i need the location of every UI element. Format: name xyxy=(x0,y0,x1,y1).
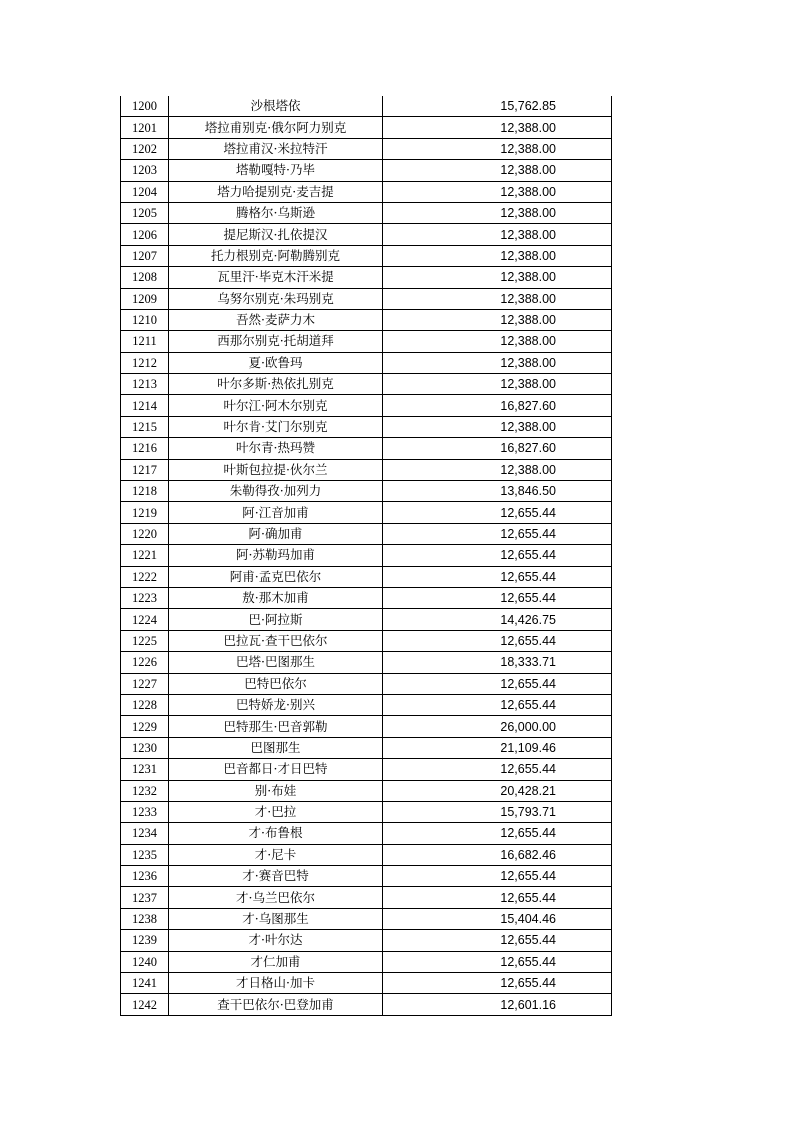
row-name-cell: 叶尔肯·艾门尔别克 xyxy=(169,416,383,437)
row-amount-cell: 12,655.44 xyxy=(383,759,612,780)
row-id-cell: 1227 xyxy=(121,673,169,694)
row-name-cell: 巴特巴依尔 xyxy=(169,673,383,694)
row-name-cell: 才·乌兰巴依尔 xyxy=(169,887,383,908)
row-name-cell: 夏·欧鲁玛 xyxy=(169,352,383,373)
row-name-cell: 乌努尔别克·朱玛别克 xyxy=(169,288,383,309)
row-id-cell: 1204 xyxy=(121,181,169,202)
table-row xyxy=(121,352,612,373)
table-row xyxy=(121,224,612,245)
table-row xyxy=(121,202,612,223)
row-amount-cell: 20,428.21 xyxy=(383,780,612,801)
row-amount-cell: 12,388.00 xyxy=(383,374,612,395)
row-id-cell: 1205 xyxy=(121,202,169,223)
row-name-cell: 吾然·麦萨力木 xyxy=(169,309,383,330)
row-amount-cell: 12,655.44 xyxy=(383,587,612,608)
table-row xyxy=(121,523,612,544)
table-row xyxy=(121,288,612,309)
table-row xyxy=(121,930,612,951)
row-name-cell: 塔力哈提别克·麦吉提 xyxy=(169,181,383,202)
table-row xyxy=(121,438,612,459)
row-amount-cell: 12,655.44 xyxy=(383,523,612,544)
table-row xyxy=(121,395,612,416)
row-id-cell: 1209 xyxy=(121,288,169,309)
row-id-cell: 1226 xyxy=(121,652,169,673)
row-id-cell: 1231 xyxy=(121,759,169,780)
row-name-cell: 塔勒嘎特·乃毕 xyxy=(169,160,383,181)
table-row xyxy=(121,908,612,929)
row-amount-cell: 12,655.44 xyxy=(383,566,612,587)
table-row xyxy=(121,801,612,822)
row-id-cell: 1203 xyxy=(121,160,169,181)
row-amount-cell: 12,388.00 xyxy=(383,202,612,223)
row-name-cell: 阿·确加甫 xyxy=(169,523,383,544)
table-row xyxy=(121,459,612,480)
row-name-cell: 阿·苏勒玛加甫 xyxy=(169,545,383,566)
row-name-cell: 才仁加甫 xyxy=(169,951,383,972)
table-row xyxy=(121,973,612,994)
table-row xyxy=(121,481,612,502)
row-name-cell: 叶尔江·阿木尔别克 xyxy=(169,395,383,416)
table-row xyxy=(121,117,612,138)
row-id-cell: 1200 xyxy=(121,96,169,117)
row-amount-cell: 12,388.00 xyxy=(383,416,612,437)
table-row xyxy=(121,951,612,972)
row-id-cell: 1219 xyxy=(121,502,169,523)
row-name-cell: 叶尔多斯·热依扎别克 xyxy=(169,374,383,395)
row-id-cell: 1229 xyxy=(121,716,169,737)
row-name-cell: 朱勒得孜·加列力 xyxy=(169,481,383,502)
row-id-cell: 1201 xyxy=(121,117,169,138)
table-row xyxy=(121,416,612,437)
table-row xyxy=(121,844,612,865)
row-amount-cell: 12,655.44 xyxy=(383,630,612,651)
row-id-cell: 1217 xyxy=(121,459,169,480)
row-name-cell: 巴特娇龙·别兴 xyxy=(169,694,383,715)
row-id-cell: 1212 xyxy=(121,352,169,373)
table-row xyxy=(121,160,612,181)
row-id-cell: 1233 xyxy=(121,801,169,822)
row-amount-cell: 12,655.44 xyxy=(383,951,612,972)
row-name-cell: 腾格尔·乌斯逊 xyxy=(169,202,383,223)
row-amount-cell: 12,388.00 xyxy=(383,181,612,202)
row-id-cell: 1215 xyxy=(121,416,169,437)
row-name-cell: 才·赛音巴特 xyxy=(169,866,383,887)
table-body xyxy=(121,96,612,1015)
row-amount-cell: 12,655.44 xyxy=(383,887,612,908)
table-row xyxy=(121,673,612,694)
row-id-cell: 1214 xyxy=(121,395,169,416)
table-row xyxy=(121,96,612,117)
row-name-cell: 沙根塔依 xyxy=(169,96,383,117)
row-id-cell: 1234 xyxy=(121,823,169,844)
table-row xyxy=(121,245,612,266)
table-row xyxy=(121,309,612,330)
row-id-cell: 1235 xyxy=(121,844,169,865)
table-row xyxy=(121,331,612,352)
table-row xyxy=(121,587,612,608)
row-name-cell: 才日格山·加卡 xyxy=(169,973,383,994)
row-id-cell: 1223 xyxy=(121,587,169,608)
row-amount-cell: 12,601.16 xyxy=(383,994,612,1015)
row-name-cell: 巴图那生 xyxy=(169,737,383,758)
row-amount-cell: 16,827.60 xyxy=(383,438,612,459)
row-amount-cell: 12,655.44 xyxy=(383,545,612,566)
row-name-cell: 才·乌图那生 xyxy=(169,908,383,929)
row-id-cell: 1211 xyxy=(121,331,169,352)
table-row xyxy=(121,545,612,566)
row-name-cell: 巴音都日·才日巴特 xyxy=(169,759,383,780)
table-row xyxy=(121,823,612,844)
row-id-cell: 1207 xyxy=(121,245,169,266)
row-id-cell: 1225 xyxy=(121,630,169,651)
table-row xyxy=(121,866,612,887)
row-id-cell: 1240 xyxy=(121,951,169,972)
row-amount-cell: 12,388.00 xyxy=(383,138,612,159)
row-id-cell: 1220 xyxy=(121,523,169,544)
row-id-cell: 1210 xyxy=(121,309,169,330)
row-amount-cell: 21,109.46 xyxy=(383,737,612,758)
row-amount-cell: 13,846.50 xyxy=(383,481,612,502)
row-amount-cell: 15,793.71 xyxy=(383,801,612,822)
row-name-cell: 塔拉甫别克·俄尔阿力别克 xyxy=(169,117,383,138)
row-id-cell: 1228 xyxy=(121,694,169,715)
row-amount-cell: 12,388.00 xyxy=(383,331,612,352)
row-id-cell: 1232 xyxy=(121,780,169,801)
row-id-cell: 1241 xyxy=(121,973,169,994)
row-name-cell: 托力根别克·阿勒腾别克 xyxy=(169,245,383,266)
row-id-cell: 1224 xyxy=(121,609,169,630)
row-name-cell: 阿·江音加甫 xyxy=(169,502,383,523)
table-row xyxy=(121,694,612,715)
row-name-cell: 提尼斯汉·扎依提汉 xyxy=(169,224,383,245)
table-row xyxy=(121,181,612,202)
row-id-cell: 1206 xyxy=(121,224,169,245)
row-id-cell: 1237 xyxy=(121,887,169,908)
row-id-cell: 1239 xyxy=(121,930,169,951)
row-name-cell: 别·布娃 xyxy=(169,780,383,801)
row-name-cell: 巴塔·巴图那生 xyxy=(169,652,383,673)
table-row xyxy=(121,374,612,395)
row-name-cell: 阿甫·孟克巴依尔 xyxy=(169,566,383,587)
table-row xyxy=(121,566,612,587)
row-amount-cell: 12,655.44 xyxy=(383,973,612,994)
row-id-cell: 1208 xyxy=(121,267,169,288)
row-name-cell: 叶斯包拉提·伙尔兰 xyxy=(169,459,383,480)
table-row xyxy=(121,138,612,159)
row-amount-cell: 15,404.46 xyxy=(383,908,612,929)
row-name-cell: 瓦里汗·毕克木汗米提 xyxy=(169,267,383,288)
table-row xyxy=(121,716,612,737)
table-row xyxy=(121,267,612,288)
table-row xyxy=(121,759,612,780)
row-id-cell: 1216 xyxy=(121,438,169,459)
table-row xyxy=(121,630,612,651)
row-amount-cell: 15,762.85 xyxy=(383,96,612,117)
row-id-cell: 1202 xyxy=(121,138,169,159)
row-amount-cell: 12,655.44 xyxy=(383,502,612,523)
row-name-cell: 才·巴拉 xyxy=(169,801,383,822)
row-amount-cell: 12,388.00 xyxy=(383,309,612,330)
payment-table xyxy=(120,96,612,1016)
row-name-cell: 才·叶尔达 xyxy=(169,930,383,951)
row-name-cell: 才·布鲁根 xyxy=(169,823,383,844)
row-amount-cell: 14,426.75 xyxy=(383,609,612,630)
row-amount-cell: 12,388.00 xyxy=(383,267,612,288)
row-amount-cell: 26,000.00 xyxy=(383,716,612,737)
row-name-cell: 西那尔别克·托胡道拜 xyxy=(169,331,383,352)
row-id-cell: 1213 xyxy=(121,374,169,395)
table-row xyxy=(121,994,612,1015)
row-amount-cell: 12,388.00 xyxy=(383,459,612,480)
row-amount-cell: 12,388.00 xyxy=(383,245,612,266)
row-id-cell: 1238 xyxy=(121,908,169,929)
row-name-cell: 塔拉甫汉·米拉特汗 xyxy=(169,138,383,159)
row-name-cell: 巴拉瓦·查干巴依尔 xyxy=(169,630,383,651)
row-id-cell: 1242 xyxy=(121,994,169,1015)
row-amount-cell: 16,682.46 xyxy=(383,844,612,865)
table-row xyxy=(121,502,612,523)
row-name-cell: 才·尼卡 xyxy=(169,844,383,865)
row-amount-cell: 12,388.00 xyxy=(383,117,612,138)
row-amount-cell: 12,655.44 xyxy=(383,673,612,694)
row-amount-cell: 12,655.44 xyxy=(383,866,612,887)
table-row xyxy=(121,609,612,630)
table-row xyxy=(121,887,612,908)
row-amount-cell: 12,655.44 xyxy=(383,823,612,844)
row-id-cell: 1236 xyxy=(121,866,169,887)
row-amount-cell: 12,388.00 xyxy=(383,160,612,181)
row-amount-cell: 18,333.71 xyxy=(383,652,612,673)
row-name-cell: 巴特那生·巴音郭勒 xyxy=(169,716,383,737)
row-name-cell: 巴·阿拉斯 xyxy=(169,609,383,630)
row-id-cell: 1230 xyxy=(121,737,169,758)
row-amount-cell: 12,388.00 xyxy=(383,224,612,245)
row-amount-cell: 12,388.00 xyxy=(383,288,612,309)
table-row xyxy=(121,780,612,801)
table-row xyxy=(121,652,612,673)
row-id-cell: 1222 xyxy=(121,566,169,587)
row-amount-cell: 12,388.00 xyxy=(383,352,612,373)
row-name-cell: 叶尔青·热玛赞 xyxy=(169,438,383,459)
row-id-cell: 1218 xyxy=(121,481,169,502)
row-amount-cell: 16,827.60 xyxy=(383,395,612,416)
row-name-cell: 查干巴依尔·巴登加甫 xyxy=(169,994,383,1015)
row-amount-cell: 12,655.44 xyxy=(383,694,612,715)
row-id-cell: 1221 xyxy=(121,545,169,566)
row-amount-cell: 12,655.44 xyxy=(383,930,612,951)
table-row xyxy=(121,737,612,758)
row-name-cell: 敖·那木加甫 xyxy=(169,587,383,608)
